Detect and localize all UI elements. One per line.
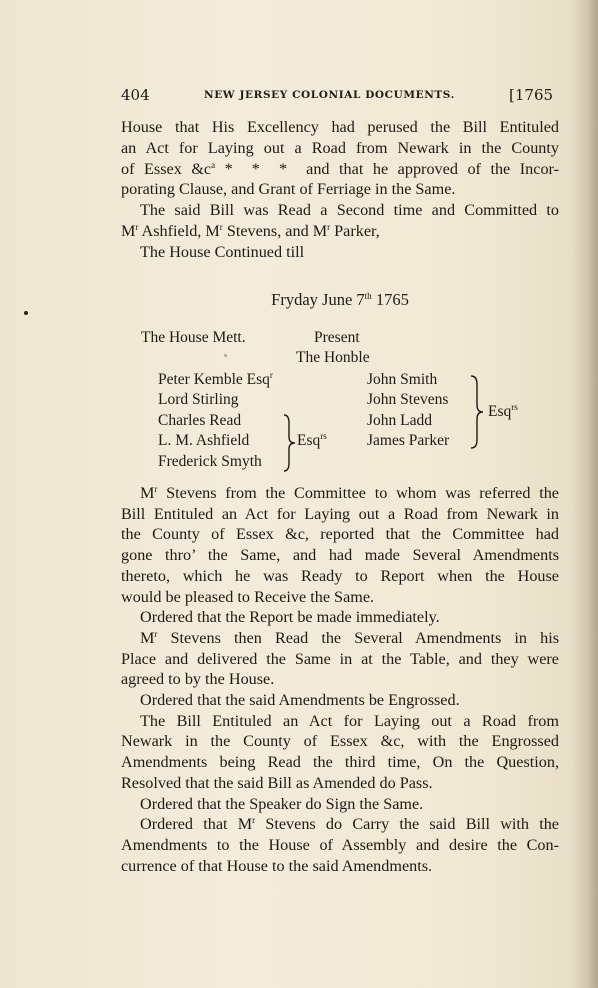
right-brace [468, 374, 486, 450]
proceedings-text [121, 483, 559, 876]
text-line: Amendments being Read the third time, On the Question, [121, 753, 559, 772]
present-label: Present [314, 329, 360, 346]
text-line: Resolved that the said Bill as Amended do Pass. [121, 773, 433, 792]
text-line: porating Clause, and Grant of Ferriage in the Same. [121, 180, 456, 199]
ink-speck [224, 354, 227, 357]
left-brace [281, 413, 297, 473]
text-line: Ordered that $M^r$ Stevens do Carry the said Bill with the [140, 815, 559, 834]
house-mett: The House Mett. [141, 329, 246, 346]
esqrs-left: Esq$^{rs}$ [297, 431, 327, 449]
text-line: House that His Excellency had perused the Bill Entituled [121, 118, 559, 136]
text-line: Newark in the County of Essex &c, with the Engrossed [121, 732, 559, 751]
ink-speck [24, 311, 28, 315]
text-line: The House Continued till [140, 242, 305, 261]
text-line: currence of that House to the said Amendments. [121, 856, 433, 875]
page-number: 404 [121, 86, 150, 104]
running-title: NEW JERSEY COLONIAL DOCUMENTS. [204, 89, 455, 101]
member-left: Lord Stirling [158, 391, 239, 408]
esqrs-right: Esq$^{rs}$ [488, 402, 518, 420]
member-left: Frederick Smyth [158, 453, 262, 470]
text-line: agreed to by the House. [121, 670, 275, 689]
member-left: L. M. Ashfield [158, 432, 250, 449]
text-line: The said Bill was Read a Second time and Committed to [140, 201, 559, 220]
text-line: $M^r$ Stevens from the Committee to whom was referred the [140, 484, 559, 502]
member-right: John Smith [367, 371, 438, 388]
honble-label: The Honble [296, 349, 370, 366]
header-year: [1765 [509, 86, 554, 104]
text-line: Place and delivered the Same in at the Table, and they were [121, 649, 559, 668]
text-line: The Bill Entituled an Act for Laying out a Road from [140, 711, 559, 730]
text-line: Ordered that the Speaker do Sign the Same. [140, 794, 424, 813]
text-line: would be pleased to Receive the Same. [121, 587, 375, 606]
text-line: the County of Essex &c, reported that the Committee had [121, 525, 559, 544]
text-line: Ordered that the Report be made immediately. [140, 608, 440, 627]
text-line: Ordered that the said Amendments be Engrossed. [140, 691, 460, 710]
member-right: James Parker [367, 432, 450, 449]
page-edge-shadow [570, 0, 598, 988]
member-right: John Ladd [367, 412, 433, 429]
text-line: Amendments to the House of Assembly and desire the Con- [121, 835, 559, 854]
text-line: an Act for Laying out a Road from Newark in the County [121, 138, 559, 157]
date-heading: Fryday June 7th 1765 [271, 290, 409, 309]
text-line: gone thro’ the Same, and had made Several Amendments [121, 546, 559, 565]
member-left: Charles Read [158, 412, 242, 429]
running-header [121, 86, 561, 108]
text-line: $M^r$ Ashfield, $M^r$ Stevens, and $M^r$ Parker, [121, 221, 380, 240]
top-text [121, 117, 559, 263]
text-line: of Essex $\&c^a$ * * * and that he approved of the Incor- [121, 159, 559, 178]
member-right: John Stevens [367, 391, 449, 408]
text-line: Bill Entituled an Act for Laying out a Road from Newark in [121, 504, 559, 523]
text-line: thereto, which he was Ready to Report when the House [121, 566, 559, 585]
member-left: Peter Kemble Esq$^r$ [158, 370, 273, 388]
text-line: $M^r$ Stevens then Read the Several Amendments in his [140, 628, 559, 647]
